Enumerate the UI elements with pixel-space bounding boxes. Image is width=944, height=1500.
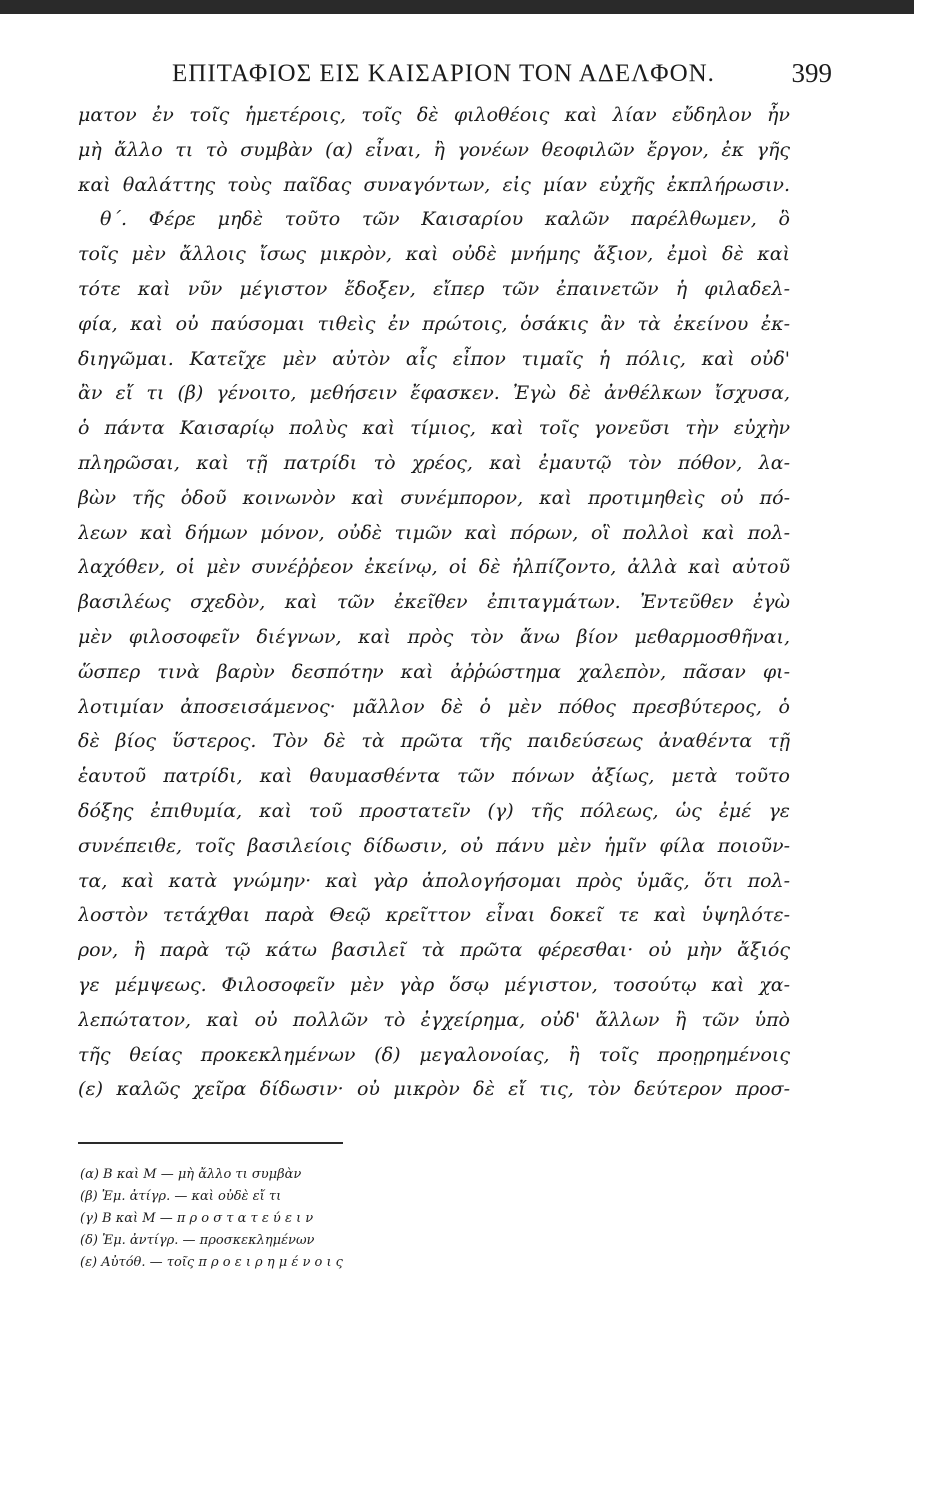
footnotes xyxy=(80,1164,480,1274)
text-line: ὁ πάντα Καισαρίῳ πολὺς καὶ τίμιος, καὶ τοῖς γονεῦσι τὴν εὐχὴν xyxy=(78,417,790,440)
text-line: δόξης ἐπιθυμία, καὶ τοῦ προστατεῖν (γ) τῆς πόλεως, ὡς ἐμέ γε xyxy=(78,799,790,822)
text-line: (ε) καλῶς χεῖρα δίδωσιν· οὐ μικρὸν δὲ εἴ τις, τὸν δεύτερον προσ- xyxy=(78,1078,790,1101)
text-line: θ΄. Φέρε μηδὲ τοῦτο τῶν Καισαρίου καλῶν παρέλθωμεν, ὃ xyxy=(100,208,790,231)
text-line: μὴ ἄλλο τι τὸ συμβὰν (α) εἶναι, ἢ γονέων θεοφιλῶν ἔργον, ἐκ γῆς xyxy=(78,138,790,161)
text-line: ἂν εἴ τι (β) γένοιτο, μεθήσειν ἔφασκεν. Ἐγὼ δὲ ἀνθέλκων ἴσχυσα, xyxy=(78,382,790,405)
text-line: πληρῶσαι, καὶ τῇ πατρίδι τὸ χρέος, καὶ ἐμαυτῷ τὸν πόθον, λα- xyxy=(78,451,790,474)
text-line: ρον, ἢ παρὰ τῷ κάτω βασιλεῖ τὰ πρῶτα φέρεσθαι· οὐ μὴν ἄξιός xyxy=(78,939,790,962)
text-line: λοτιμίαν ἀποσεισάμενος· μᾶλλον δὲ ὁ μὲν πόθος πρεσβύτερος, ὁ xyxy=(78,695,790,718)
text-line: ὥσπερ τινὰ βαρὺν δεσπότην καὶ ἀῤῥώστημα χαλεπὸν, πᾶσαν φι- xyxy=(78,660,790,683)
footnote-epsilon: (ε) Αὐτόθ. — τοῖς π ρ ο ε ι ρ η μ έ ν ο ι ς xyxy=(80,1255,343,1270)
main-text xyxy=(78,98,790,1107)
text-line: ματον ἐν τοῖς ἡμετέροις, τοῖς δὲ φιλοθέοις καὶ λίαν εὔδηλον ἦν xyxy=(78,104,790,126)
text-line: τοῖς μὲν ἄλλοις ἴσως μικρὸν, καὶ οὐδὲ μνήμης ἄξιον, ἐμοὶ δὲ καὶ xyxy=(78,243,790,266)
text-line: τα, καὶ κατὰ γνώμην· καὶ γὰρ ἀπολογήσομαι πρὸς ὑμᾶς, ὅτι πολ- xyxy=(78,869,790,892)
footnote-gamma: (γ) Β καὶ Μ — π ρ ο σ τ α τ ε ύ ε ι ν xyxy=(80,1211,314,1226)
text-line: βασιλέως σχεδὸν, καὶ τῶν ἐκεῖθεν ἐπιταγμάτων. Ἐντεῦθεν ἐγὼ xyxy=(78,591,790,614)
text-line: λαχόθεν, οἱ μὲν συνέῤῥεον ἐκείνῳ, οἱ δὲ ἠλπίζοντο, ἀλλὰ καὶ αὐτοῦ xyxy=(78,556,790,579)
text-line: δὲ βίος ὕστερος. Τὸν δὲ τὰ πρῶτα τῆς παιδεύσεως ἀναθέντα τῇ xyxy=(78,730,790,753)
text-line: βὼν τῆς ὁδοῦ κοινωνὸν καὶ συνέμπορον, καὶ προτιμηθεὶς οὐ πό- xyxy=(78,486,790,509)
footnote-delta: (δ) Ἐμ. ἀντίγρ. — προσκεκλημένων xyxy=(80,1233,315,1248)
text-line: γε μέμψεως. Φιλοσοφεῖν μὲν γὰρ ὅσῳ μέγιστον, τοσούτῳ καὶ χα- xyxy=(78,973,790,996)
text-line: λεπώτατον, καὶ οὐ πολλῶν τὸ ἐγχείρημα, οὐδ' ἄλλων ἢ τῶν ὑπὸ xyxy=(78,1008,790,1031)
scan-top-border xyxy=(0,0,944,14)
running-header xyxy=(172,60,832,100)
text-line: λεων καὶ δήμων μόνον, οὐδὲ τιμῶν καὶ πόρων, οἳ πολλοὶ καὶ πολ- xyxy=(78,521,790,544)
text-line: φία, καὶ οὐ παύσομαι τιθεὶς ἐν πρώτοις, ὁσάκις ἂν τὰ ἐκείνου ἐκ- xyxy=(78,312,790,335)
text-line: καὶ θαλάττης τοὺς παῖδας συναγόντων, εἰς μίαν εὐχῆς ἐκπλήρωσιν. xyxy=(78,173,790,196)
scan-top-border-gap xyxy=(914,0,944,20)
footnote-beta: (β) Ἐμ. ἀτίγρ. — καὶ οὐδὲ εἴ τι xyxy=(80,1189,282,1204)
text-line: διηγῶμαι. Κατεῖχε μὲν αὐτὸν αἷς εἶπον τιμαῖς ἡ πόλις, καὶ οὐδ' xyxy=(78,347,790,370)
text-line: λοστὸν τετάχθαι παρὰ Θεῷ κρεῖττον εἶναι δοκεῖ τε καὶ ὑψηλότε- xyxy=(78,904,790,927)
text-line: τότε καὶ νῦν μέγιστον ἔδοξεν, εἴπερ τῶν ἐπαινετῶν ἡ φιλαδελ- xyxy=(78,277,790,300)
running-title: ΕΠΙΤΑΦΙΟΣ ΕΙΣ ΚΑΙΣΑΡΙΟΝ ΤΟΝ ΑΔΕΛΦΟΝ. xyxy=(172,60,715,87)
text-line: συνέπειθε, τοῖς βασιλείοις δίδωσιν, οὐ πάνυ μὲν ἡμῖν φίλα ποιοῦν- xyxy=(78,834,790,857)
text-line: ἑαυτοῦ πατρίδι, καὶ θαυμασθέντα τῶν πόνων ἀξίως, μετὰ τοῦτο xyxy=(78,765,790,788)
footnote-alpha: (α) Β καὶ Μ — μὴ ἄλλο τι συμβὰν xyxy=(80,1167,302,1182)
page-number: 399 xyxy=(791,58,832,88)
footnote-separator xyxy=(78,1142,343,1144)
text-line: τῆς θείας προκεκλημένων (δ) μεγαλονοίας, ἢ τοῖς προῃρημένοις xyxy=(78,1043,790,1066)
book-page xyxy=(60,40,900,1480)
text-line: μὲν φιλοσοφεῖν διέγνων, καὶ πρὸς τὸν ἄνω βίον μεθαρμοσθῆναι, xyxy=(78,625,790,648)
